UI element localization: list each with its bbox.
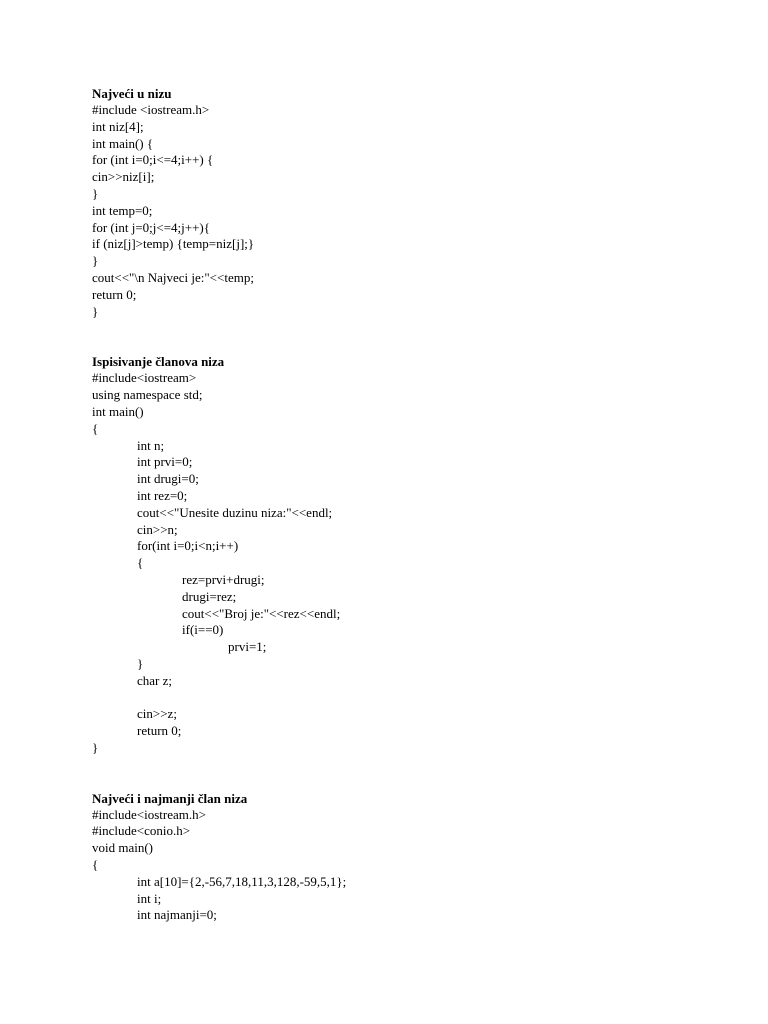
document-page (92, 85, 732, 924)
code-line: #include<iostream.h> (92, 806, 206, 822)
code-line: int niz[4]; (92, 118, 144, 134)
section-title: Najveći i najmanji član niza (92, 790, 248, 806)
code-section (92, 353, 732, 756)
code-line (92, 690, 732, 707)
code-line: int temp=0; (92, 202, 153, 218)
code-section (92, 85, 732, 320)
code-line: int main() (92, 403, 144, 419)
code-line: for (int i=0;i<=4;i++) { (92, 152, 214, 168)
code-line: } (92, 253, 99, 269)
section-spacer (92, 757, 732, 790)
code-line: for (int j=0;j<=4;j++){ (92, 219, 210, 235)
code-line: return 0; (137, 723, 182, 739)
code-line: int rez=0; (137, 487, 188, 503)
code-line: { (137, 555, 144, 571)
code-line: #include<iostream> (92, 370, 197, 386)
section-title: Ispisivanje članova niza (92, 354, 225, 370)
code-line: return 0; (92, 286, 137, 302)
code-line: int prvi=0; (137, 454, 193, 470)
code-line: #include<conio.h> (92, 823, 191, 839)
code-line: cout<<"Broj je:"<<rez<<endl; (182, 605, 341, 621)
section-spacer (92, 320, 732, 353)
code-line: int main() { (92, 135, 154, 151)
code-line: cin>>niz[i]; (92, 169, 155, 185)
code-line: cin>>z; (137, 706, 177, 722)
code-line: int n; (137, 437, 165, 453)
code-line: int drugi=0; (137, 471, 199, 487)
code-line: #include <iostream.h> (92, 102, 210, 117)
code-line: int a[10]={2,-56,7,18,11,3,128,-59,5,1}; (137, 873, 347, 889)
code-line: if (niz[j]>temp) {temp=niz[j];} (92, 236, 255, 252)
code-line: { (92, 420, 99, 436)
code-line: int najmanji=0; (137, 907, 217, 923)
code-line: cout<<"\n Najveci je:"<<temp; (92, 269, 254, 285)
code-line: { (92, 857, 99, 873)
code-line: prvi=1; (228, 639, 267, 655)
code-line: cout<<"Unesite duzinu niza:"<<endl; (137, 504, 333, 520)
section-title: Najveći u nizu (92, 86, 172, 101)
code-line: drugi=rez; (182, 588, 237, 604)
code-line: cin>>n; (137, 521, 178, 537)
code-line: char z; (137, 672, 173, 688)
code-line: rez=prvi+drugi; (182, 571, 265, 587)
code-line: } (92, 185, 99, 201)
code-line: } (92, 739, 99, 755)
code-line: using namespace std; (92, 387, 203, 403)
code-section (92, 790, 732, 925)
code-line: if(i==0) (182, 622, 224, 638)
code-line: for(int i=0;i<n;i++) (137, 538, 239, 554)
code-line: } (137, 655, 144, 671)
code-line: void main() (92, 840, 154, 856)
code-line: } (92, 303, 99, 319)
code-line: int i; (137, 890, 162, 906)
